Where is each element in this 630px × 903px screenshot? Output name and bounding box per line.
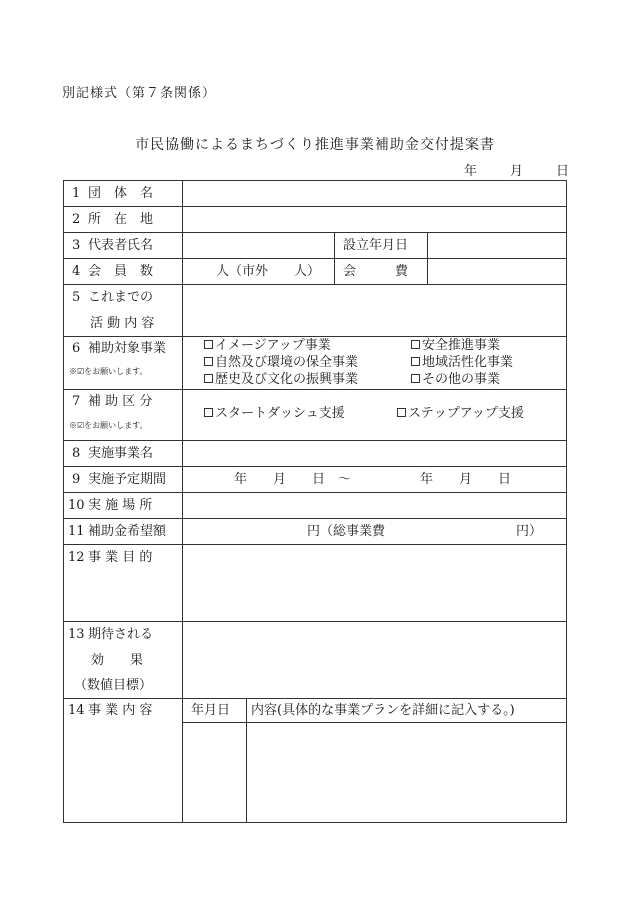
date-day: 日: [556, 164, 570, 179]
row-number: 9: [72, 472, 81, 487]
label-expected-effect-2: 効 果: [91, 653, 144, 668]
checkbox-note: ※☑をお願いします。: [69, 367, 148, 376]
label-organization-name: 団 体 名: [88, 186, 154, 201]
requested-amount-unit: 円（総事業費: [307, 524, 386, 539]
row-divider: [64, 621, 567, 622]
checkbox-image-up[interactable]: イメージアップ事業: [204, 338, 331, 354]
row-divider: [64, 440, 567, 441]
row-number: 12: [68, 550, 85, 565]
row-divider: [64, 698, 567, 699]
row-divider: [64, 518, 567, 519]
row-divider: [64, 466, 567, 467]
label-column-divider: [182, 181, 183, 823]
row-number: 6: [72, 341, 81, 356]
label-address: 所 在 地: [88, 212, 154, 227]
label-location: 実 施 場 所: [88, 498, 153, 513]
label-representative: 代表者氏名: [88, 238, 154, 253]
checkbox-icon: [204, 340, 213, 349]
row-divider: [182, 722, 567, 723]
row-number: 8: [72, 446, 81, 461]
label-requested-amount: 補助金希望額: [88, 524, 167, 539]
label-schedule: 実施予定期間: [88, 472, 167, 487]
form-table: [63, 180, 567, 823]
label-support-type: 補 助 区 分: [88, 394, 153, 409]
checkbox-icon: [397, 408, 406, 417]
row-number: 11: [68, 524, 85, 539]
row-divider: [64, 284, 567, 285]
row-number: 10: [68, 498, 85, 513]
row-divider: [64, 258, 567, 259]
row-number: 7: [72, 394, 81, 409]
checkbox-icon: [411, 357, 420, 366]
label-eligible-project: 補助対象事業: [88, 341, 167, 356]
row-divider: [64, 492, 567, 493]
label-expected-effect: 期待される: [88, 627, 154, 642]
row-number: 13: [68, 627, 85, 642]
checkbox-start-dash[interactable]: スタートダッシュ支援: [204, 406, 345, 422]
column-header-date: 年月日: [191, 703, 231, 718]
row-divider: [64, 336, 567, 337]
checkbox-note: ※☑をお願いします。: [69, 421, 148, 430]
label-past-activities: これまでの: [88, 290, 154, 305]
row-number: 14: [68, 703, 85, 718]
label-past-activities-2: 活 動 内 容: [90, 316, 155, 331]
label-member-count: 会 員 数: [88, 264, 154, 279]
checkbox-icon: [204, 408, 213, 417]
document-title: 市民協働によるまちづくり推進事業補助金交付提案書: [135, 137, 495, 153]
label-membership-fee: 会 費: [343, 264, 409, 279]
label-project-content: 事 業 内 容: [88, 703, 153, 718]
checkbox-step-up[interactable]: ステップアップ支援: [397, 406, 524, 422]
column-divider: [427, 232, 428, 284]
checkbox-history-culture[interactable]: 歴史及び文化の振興事業: [204, 372, 358, 388]
header-note: 別記様式（第７条関係）: [62, 86, 217, 101]
label-project-name: 実施事業名: [88, 446, 154, 461]
column-divider: [246, 698, 247, 823]
checkbox-icon: [204, 374, 213, 383]
schedule-end: 年 月 日: [420, 472, 512, 487]
member-count-unit: 人（市外 人）: [216, 264, 321, 279]
label-established-date: 設立年月日: [343, 238, 409, 253]
label-expected-effect-3: （数値目標）: [74, 678, 153, 693]
schedule-start: 年 月 日 〜: [234, 472, 352, 487]
checkbox-environment[interactable]: 自然及び環境の保全事業: [204, 355, 358, 371]
row-number: 1: [72, 186, 81, 201]
row-number: 4: [72, 264, 81, 279]
total-cost-unit: 円）: [516, 524, 543, 539]
row-divider: [64, 206, 567, 207]
checkbox-other[interactable]: その他の事業: [411, 372, 500, 388]
row-divider: [64, 544, 567, 545]
checkbox-safety[interactable]: 安全推進事業: [411, 338, 500, 354]
row-divider: [64, 232, 567, 233]
column-divider: [334, 232, 335, 284]
row-number: 3: [72, 238, 81, 253]
row-number: 5: [72, 290, 81, 305]
date-month: 月: [510, 164, 524, 179]
checkbox-icon: [411, 340, 420, 349]
checkbox-icon: [411, 374, 420, 383]
label-project-purpose: 事 業 目 的: [88, 550, 153, 565]
row-divider: [64, 389, 567, 390]
date-year: 年: [464, 164, 478, 179]
row-number: 2: [72, 212, 81, 227]
column-header-content: 内容(具体的な事業プランを詳細に記入する。): [251, 703, 515, 718]
checkbox-regional[interactable]: 地域活性化事業: [411, 355, 513, 371]
checkbox-icon: [204, 357, 213, 366]
